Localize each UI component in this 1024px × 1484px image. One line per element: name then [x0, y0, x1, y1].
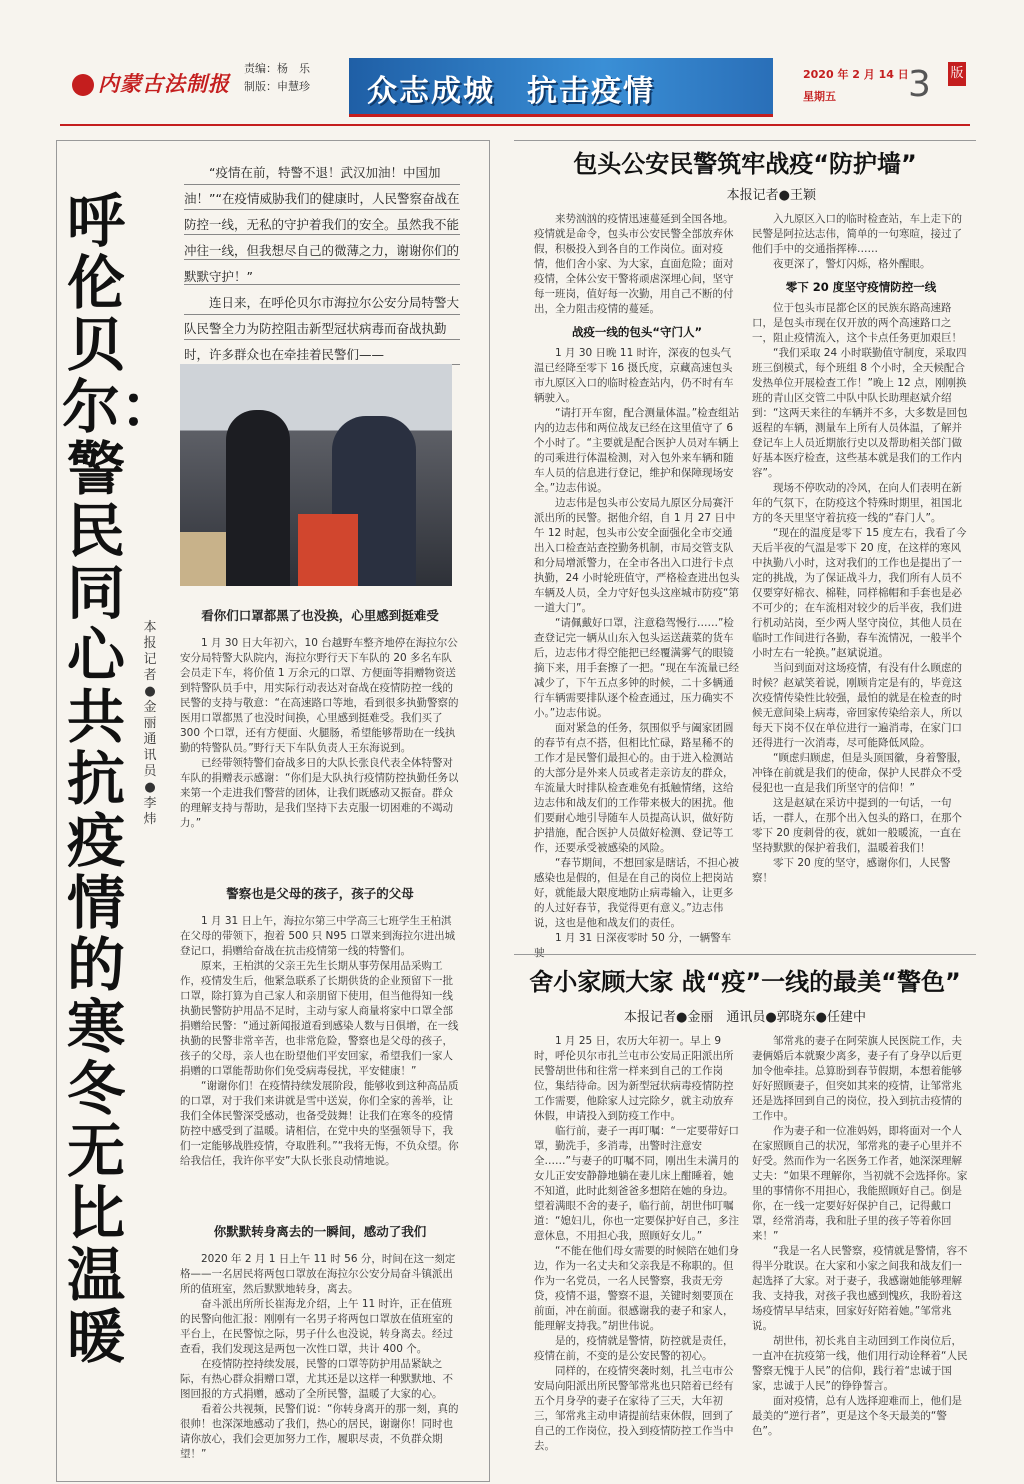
paragraph: 1 月 31 日上午，海拉尔第三中学高三七班学生王柏淇在父母的带领下，抱着 500 只 N95 口罩来到海拉尔进出城登记口，捐赠给奋战在抗击疫情第一线的特警们。: [180, 915, 456, 957]
paragraph: 位于包头市昆都仑区的民族东路高速路口，是包头市现在仅开放的两个高速路口之一，阻止疫情流入，这个卡点任务更加艰巨！: [752, 302, 962, 344]
issue-date: 2020 年 2 月 14 日: [803, 68, 909, 81]
paragraph: 在疫情防控持续发展，民警的口罩等防护用品紧缺之际，有热心群众捐赠口罩，尤其还是以这样一种默默地、不图回报的方式捐赠，感动了全所民警，温暖了大家的心。: [180, 1358, 453, 1400]
banner-text: 众志成城 抗击疫情: [367, 74, 655, 109]
paragraph: “请打开车窗，配合测量体温。”检查组站内的边志伟和两位战友已经在这里值守了 6 个小时了。“主要就是配合医护人员对车辆上的司乘进行体温检测，对入包外来车辆和随车人员的信息进行登记，维护和保障现场安全。”边志伟说。: [534, 407, 740, 494]
left-story-intro: [184, 160, 460, 368]
intro-text: 连日来，在呼伦贝尔市海拉尔公安分局特警大队民警全力为防控阻击新型冠状病毒而奋战执勤时，许多群众也在牵挂着民警们——: [184, 290, 460, 368]
paragraph: 来势汹汹的疫情迅速蔓延到全国各地。疫情就是命令，包头市公安民警全部放弃休假，积极投入到各自的工作岗位。面对疫情，他们舍小家、为大家，直面危险；面对疫情，全体公安干警将顽虐深埋心间，坚守每一班岗，值好每一次勤，用自己不断的付出，全力阻击疫情的蔓延。: [534, 213, 734, 315]
second-story-column-1: [534, 1034, 740, 1454]
newspaper-logo: 内蒙古法制报: [72, 62, 232, 106]
story-divider: [514, 954, 976, 955]
producer-line: 制版：申慧珍: [244, 80, 310, 93]
paragraph: 面对紧急的任务，氛围似乎与阖家团圆的春节有点不搭，但相比忙碌，路星稀不的工作才是民警们最担心的。由于进入检测站的大部分是外来人员或者走亲访友的群众，车流量大时排队检查难免有抵触情绪，这给边志伟和战友们的工作带来极大的困扰。他们要耐心地引导随车人员提高认识，做好防护措施，配合医护人员做好检测、登记等工作，还要承受被感染的风险。: [534, 722, 734, 854]
paragraph: “现在的温度是零下 15 度左右，我看了今天后半夜的气温是零下 20 度，在这样的寒风中执勤八小时，这对我们的工作也是提出了一定的挑战，为了保证战斗力，我们所有人员不仅要穿好棉衣、棉鞋，同样棉帽和手套也是必不可少的；在车流相对较少的后半夜，我们进行机动站岗，至少两人坚守岗位，其他人员在临时工作间进行各勤，春车流情况，一般半个小时左右一轮换。”赵斌说道。: [752, 527, 967, 659]
right-story-title: 包头公安民警筑牢战疫“防护墙”: [573, 150, 917, 178]
paragraph: 1 月 31 日深夜零时 50 分，一辆警车驶: [534, 932, 732, 959]
paragraph: “不能在他们母女需要的时候陪在她们身边，作为一名丈夫和父亲我是不称职的。但作为一名党员，一名人民警察，我责无旁贷，疫情不退，警察不退，关键时刻要顶在前面，冲在前面。很感谢我的妻子和家人，能理解支持我。”胡世伟说。: [534, 1245, 739, 1332]
paragraph: 原来，王柏淇的父亲王先生长期从事劳保用品采购工作，疫情发生后，他紧急联系了长期供货的企业预留下一批口罩，除打算为自己家人和亲朋留下使用，但当他得知一线执勤民警防护用品不足时，主动与家人商量将家中口罩全部捐赠给民警：“通过新闻报道看到感染人数与日俱增，在一线执勤的民警非常辛苦，也非常危险，警察也是父母的孩子，孩子的父母，亲人也在盼望他们平安回家，希望我们一家人捐赠的口罩能帮助你们免受病毒侵扰，平安健康！”: [180, 960, 459, 1077]
paragraph: 临行前，妻子一再叮嘱：“一定要带好口罩，勤洗手，多消毒，出警时注意安全……”与妻子的叮嘱不同，刚出生未满月的女儿正安安静静地躺在妻儿床上酣睡着，她不知道，此时此刻爸爸多想陪在她的身边。望着满眼不舍的妻子，临行前，胡世伟叮嘱道：“媳妇儿，你也一定要保护好自己，多注意休息，不用担心我，照顾好女儿。”: [534, 1125, 739, 1242]
subheading: 战疫一线的包头“守门人”: [571, 325, 703, 339]
section-heading: 你默默转身离去的一瞬间，感动了我们: [213, 1224, 427, 1239]
page-ban-label: 版: [948, 62, 966, 86]
section-body: [180, 914, 460, 1169]
section-heading: 看你们口罩都黑了也没换，心里感到挺难受: [201, 608, 439, 623]
paragraph: 入九原区入口的临时检查站，车上走下的民警是阿拉达志伟，简单的一句寒暄，接过了他们手中的交通指挥棒……: [752, 213, 962, 255]
paragraph: 已经带领特警们奋战多日的大队长张良代表全体特警对车队的捐赠表示感谢：“你们是大队执行疫情防控执勤任务以来第一个走进我们警营的团体，让我们既感动又振奋。群众的理解支持与帮助，是我们坚持下去克服一切困难的不竭动力。”: [180, 757, 459, 829]
paragraph: 夜更深了，警灯闪烁，格外醒眼。: [773, 258, 931, 270]
paragraph: 这是赵斌在采访中提到的一句话，一句话，一群人，在那个出入包头的路口，在那个零下 20 度刺骨的夜，就如一般暖流，一直在坚持默默的保护着我们，温暖着我们！: [752, 797, 962, 854]
paragraph: 边志伟是包头市公安局九原区分局赛汗派出所的民警。据他介绍，自 1 月 27 日中午 12 时起，包头市公安全面强化全市交通出入口检查站查控勤务机制，市局交管支队和分局增派警力，在全市各出入口进行卡点执勤，24 小时轮班值守，严格检查进出包头车辆及人员，全力守好包头这座城市防疫“第一道大门”。: [534, 497, 740, 614]
photo-supply-box: [180, 532, 226, 586]
masthead-rule: [60, 124, 970, 126]
paragraph: “顾虑归顾虑，但是头顶国徽，身着警服，冲锋在前就是我们的使命，保护人民群众不受侵犯也一直是我们所坚守的信仰！”: [752, 752, 968, 794]
section-body: [180, 1252, 460, 1462]
paragraph: 1 月 30 日晚 11 时许，深夜的包头气温已经降至零下 16 摄氏度，京藏高速包头市九原区入口的临时检查站内，仍不时有车辆驶入。: [534, 347, 734, 404]
second-story-column-2: [752, 1034, 970, 1439]
paragraph: “我是一名人民警察，疫情就是警情，容不得半分耽误。在大家和小家之间我和战友们一起选择了大家。对于妻子，我感谢她能够理解我、支持我，对孩子我也感到愧疚，我盼着这场疫情早早结束，回家好好陪着她。”邹常兆说。: [752, 1245, 968, 1332]
right-story-byline: 本报记者●王颖: [726, 188, 816, 203]
second-story-title: 舍小家顾大家 战“疫”一线的最美“警色”: [529, 968, 961, 996]
news-photo: [180, 364, 452, 586]
paragraph: “我们采取 24 小时联勤值守制度，采取四班三倒模式，每个班组 8 个小时，全天候配合发热单位开展检查工作！”晚上 12 点，刚刚换班的青山区交管二中队中队长助理赵斌介绍到：“这两天来往的车辆并不多，大多数是回包返程的车辆，测量车上所有人员体温，了解并登记车上人员近期旅行史以及帮助相关部门做好基本医疗检查，这些基本就是我们的工作内容”。: [752, 347, 968, 479]
section-banner: [349, 58, 773, 117]
paragraph: 现场不停吹动的冷风，在向人们表明在新年的气氛下，在防疫这个特殊时期里，祖国北方的冬天里坚守着抗疫一线的“春门人”。: [752, 482, 962, 524]
paragraph: “请佩戴好口罩，注意稳驾慢行……”检查登记完一辆从山东入包头运送蔬菜的货车后，边志伟才得空能把已经覆满雾气的眼镜摘下来，用手套擦了一把。“现在车流量已经减少了，下午五点多钟的时候，二十多辆通行车辆需要排队逐个检查通过，压力确实不小。”边志伟说。: [534, 617, 739, 719]
photo-donation-box: [298, 514, 358, 586]
left-story-title: 呼伦贝尔：警民同心共抗疫情的寒冬无比温暖: [62, 187, 179, 1371]
page-number-box: [900, 62, 966, 116]
second-story-byline: 本报记者●金丽 通讯员●郭晓东●任建中: [623, 1010, 867, 1025]
paragraph: 零下 20 度的坚守，感谢你们，人民警察！: [752, 857, 951, 884]
paragraph: 奋斗派出所所长崔海龙介绍，上午 11 时许，正在值班的民警向他汇报：刚刚有一名男子将两包口罩放在值班室的平台上，在民警惊之际，男子什么也没说，转身离去。经过查看，我们发现这是两包一次性口罩，共计 400 个。: [180, 1298, 453, 1355]
issue-weekday: 星期五: [803, 90, 836, 103]
paragraph: 看着公共视频，民警们说：“你转身离开的那一刻，真的很帅！也深深地感动了我们，热心的居民，谢谢你！同时也请你放心，我们会更加努力工作，履职尽责，不负群众期望！”: [180, 1403, 459, 1460]
paragraph: 1 月 25 日，农历大年初一。早上 9 时，呼伦贝尔市扎兰屯市公安局正阳派出所民警胡世伟和往常一样来到自己的工作岗位，集结待命。因为新型冠状病毒疫情防控工作需要，他除家人过完除夕，就主动放弃休假，申请投入到防疫工作中。: [534, 1035, 734, 1122]
paragraph: “春节期间，不想回家是瞎话，不担心被感染也是假的，但是在自己的岗位上把岗站好，就能最大限度地防止病毒输入，让更多的人过好春节，我觉得更有意义。”边志伟说，这也是他和战友们的责任。: [534, 857, 739, 929]
paragraph: 作为妻子和一位准妈妈，即将面对一个人在家照顾自己的状况，邹常兆的妻子心里并不好受。然而作为一名医务工作者，她深深理解丈夫：“如果不理解你，当初就不会选择你。家里的事情你不用担心，我能照顾好自己。倒是你，在一线一定要好好保护自己，记得戴口罩，经常消毒，我和肚子里的孩子等着你回来！”: [752, 1125, 968, 1242]
intro-quote: “疫情在前，特警不退！武汉加油！中国加油！”“在疫情威胁我们的健康时，人民警察奋战在防控一线，无私的守护着我们的安全。虽然我不能冲往一线，但我想尽自己的微薄之力，谢谢你们的默默守护！”: [184, 160, 460, 290]
photo-figure-left: [226, 410, 290, 586]
paragraph: 邹常兆的妻子在阿荣旗人民医院工作，夫妻俩婚后本就聚少离多，妻子有了身孕以后更加令他牵挂。总算盼到春节假期，本想着能够好好照顾妻子，但突如其来的疫情，让邹常兆还是选择回到自己的岗位，投入到抗击疫情的工作中。: [752, 1035, 962, 1122]
section-heading: 警察也是父母的孩子，孩子的父母: [226, 886, 414, 901]
logo-mark-icon: [72, 74, 94, 96]
page-number: 3: [908, 64, 931, 105]
subheading: 零下 20 度坚守疫情防控一线: [785, 280, 937, 294]
editor-line: 责编：杨 乐: [244, 62, 310, 75]
paragraph: 同样的，在疫情突袭时刻，扎兰屯市公安局向阳派出所民警邹常兆也只陪着已经有五个月身孕的妻子在家待了三天，大年初三，邹常兆主动申请提前结束休假，回到了自己的工作岗位，投入到疫情防控工作当中去。: [534, 1365, 734, 1452]
right-story-column-2: [752, 212, 970, 886]
paragraph: 是的，疫情就是警情，防控就是责任，疫情在前，不变的是公安民警的初心。: [534, 1335, 734, 1362]
paragraph: 1 月 30 日大年初六，10 台越野车整齐地停在海拉尔公安分局特警大队院内，海拉尔野行天下车队的 20 多名车队会员走下车，将价值 1 万余元的口罩、方便面等捐赠物资送到特警队员手中，用实际行动表达对奋战在疫情防控一线的民警的支持与敬意：“在高速路口等地，看到很多执勤警察的医用口罩都黑了也没时间换，心里感到挺难受。我们买了 300 个口罩，还有方便面、火腿肠，希望能够帮助在一线执勤的特警队员。”野行天下车队负责人王东海说到。: [180, 637, 459, 754]
paragraph: 胡世伟，初长兆自主动回到工作岗位后，一直冲在抗疫第一线，他们用行动诠释着“人民警察无愧于人民”的信仰，践行着“忠诚于国家，忠诚于人民”的铮铮誓言。: [752, 1335, 968, 1392]
right-story-column-1: [534, 212, 740, 961]
paragraph: “谢谢你们！在疫情持续发展阶段，能够收到这种高品质的口罩，对于我们来讲就是雪中送炭，你们全家的善举，让我们全体民警深受感动，也备受鼓舞！让我们在寒冬的疫情防控中感受到了温暖。请相信，在党中央的坚强领导下，我们一定能够战胜疫情，夺取胜利。”“我将无悔，不负众望。你给我信任，我许你平安”大队长张良动情地说。: [180, 1080, 459, 1167]
paragraph: 面对疫情，总有人选择迎难而上，他们是最美的“逆行者”，更是这个冬天最美的“警色”。: [752, 1395, 962, 1437]
section-body: [180, 636, 460, 831]
editors-info: [244, 60, 344, 96]
paragraph: 2020 年 2 月 1 日上午 11 时 56 分，时间在这一刻定格——一名居民将两包口罩放在海拉尔公安分局奋斗镇派出所的值班室，然后默默地转身，离去。: [180, 1253, 456, 1295]
paragraph: 当问到面对这场疫情，有没有什么顾虑的时候？赵斌笑着说，刚顾肯定是有的，毕竟这次疫情传染性比较强，最怕的就是在检查的时候无意间染上病毒，帝回家传染给亲人，所以每天下岗不仅在单位进行一遍消毒，在家门口还得进行一次消毒，尽可能降低风险。: [752, 662, 962, 749]
left-story-byline: 本报记者●金丽 通讯员●李炜: [143, 620, 170, 827]
